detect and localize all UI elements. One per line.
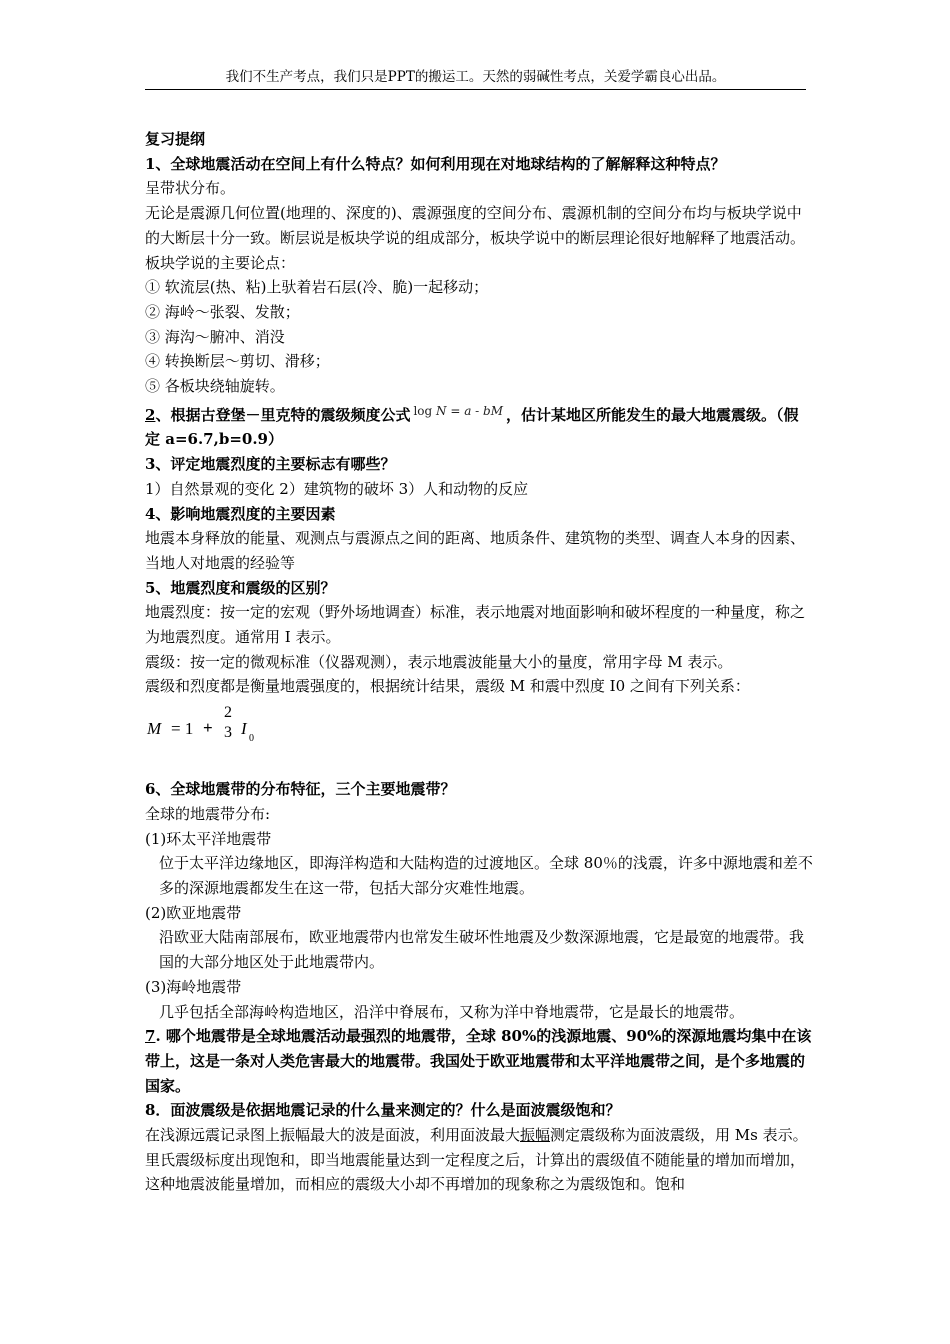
q2-text-before: 、根据古登堡－里克特的震级频度公式 xyxy=(155,405,411,424)
q2-number: 2 xyxy=(145,405,156,424)
q1-answer-paragraph: 无论是震源几何位置(地理的、深度的)、震源强度的空间分布、震源机制的空间分布均与板块学说中的大断层十分一致。断层说是板块学说的组成部分，板块学说中的断层理论很好地解释了地震活动。板块学说的主要论点： xyxy=(145,204,806,272)
belt-3-desc: 几乎包括全部海岭构造地区，沿洋中脊展布，又称为洋中脊地震带，它是最长的地震带。 xyxy=(159,1002,745,1021)
q1-point-4: ④ 转换断层～剪切、滑移； xyxy=(145,352,330,371)
formula-var: I xyxy=(241,719,247,739)
belt-2-desc: 沿欧亚大陆南部展布，欧亚地震带内也常发生破坏性地震及少数深源地震，它是最宽的地震带。我国的大部分地区处于此地震带内。 xyxy=(159,928,805,972)
q3-answer: 1）自然景观的变化 2）建筑物的破坏 3）人和动物的反应 xyxy=(145,479,529,498)
q7-number: 7 xyxy=(145,1027,156,1046)
magnitude-intensity-formula xyxy=(145,703,813,755)
q1-question: 1、全球地震活动在空间上有什么特点？如何利用现在对地球结构的了解解释这种特点？ xyxy=(145,154,726,173)
belt-3-name: (3)海岭地震带 xyxy=(145,977,242,996)
belt-1-desc: 位于太平洋边缘地区，即海洋构造和大陆构造的过渡地区。全球 80％的浅震，许多中源地震和差不多的深源地震都发生在这一带，包括大部分灾难性地震。 xyxy=(159,854,813,897)
q5-answer-intensity: 地震烈度：按一定的宏观（野外场地调查）标准，表示地震对地面影响和破坏程度的一种量度，称之为地震烈度。通常用 I 表示。 xyxy=(145,603,806,647)
header-divider xyxy=(145,89,806,90)
q8-question: 8．面波震级是依据地震记录的什么量来测定的？什么是面波震级饱和？ xyxy=(145,1101,621,1120)
doc-title: 复习提纲 xyxy=(145,130,206,148)
q3-question: 3、评定地震烈度的主要标志有哪些？ xyxy=(145,455,396,474)
q1-point-2: ② 海岭～张裂、发散； xyxy=(145,302,300,321)
q5-answer-relation: 震级和烈度都是衡量地震强度的，根据统计结果，震级 M 和震中烈度 I0 之间有下列关系： xyxy=(145,677,750,696)
q1-point-1: ① 软流层(热、粘)上驮着岩石层(冷、脆)一起移动； xyxy=(145,278,489,297)
q8-answer-2: 里氏震级标度出现饱和，即当地震能量达到一定程度之后，计算出的震级值不随能量的增加而增加，这种地震波能量增加，而相应的震级大小却不再增加的现象称之为震级饱和。饱和 xyxy=(145,1150,806,1194)
q2-text-after: ，估计某地区所能发生的最大地震震级。（假定 a=6.7,b=0.9） xyxy=(145,405,799,449)
q8-answer-1 xyxy=(145,1123,813,1148)
q8-answer-underlined: 振幅 xyxy=(520,1126,551,1145)
formula-eq: = 1 xyxy=(171,719,194,739)
formula-fraction xyxy=(221,703,235,743)
document-body xyxy=(145,127,813,1197)
formula-sub: 0 xyxy=(249,733,254,745)
formula-plus: + xyxy=(203,718,213,738)
q4-answer: 地震本身释放的能量、观测点与震源点之间的距离、地质条件、建筑物的类型、调查人本身的因素、当地人对地震的经验等 xyxy=(145,529,806,572)
q8-answer-1a: 在浅源远震记录图上振幅最大的波是面波，利用面波最大 xyxy=(145,1126,521,1145)
fraction-denominator: 3 xyxy=(224,724,232,742)
q7-question xyxy=(145,1024,813,1098)
formula-log: log xyxy=(413,403,433,418)
formula-lhs: M xyxy=(147,719,162,739)
frequency-formula xyxy=(410,404,506,418)
page-header: 我们不生产考点，我们只是PPT的搬运工。天然的弱碱性考点，关爱学霸良心出品。 xyxy=(225,69,726,85)
fraction-numerator: 2 xyxy=(224,704,232,722)
q5-question: 5、地震烈度和震级的区别？ xyxy=(145,578,336,597)
belt-2-name: (2)欧亚地震带 xyxy=(145,903,242,922)
q5-answer-magnitude: 震级：按一定的微观标准（仪器观测），表示地震波能量大小的量度，常用字母 M 表示。 xyxy=(145,652,733,671)
q6-question: 6、全球地震带的分布特征，三个主要地震带？ xyxy=(145,780,456,799)
belt-1-name: (1)环太平洋地震带 xyxy=(145,829,272,848)
spacer xyxy=(145,765,813,777)
q1-point-3: ③ 海沟～腑冲、消没 xyxy=(145,327,285,346)
q6-intro: 全球的地震带分布: xyxy=(145,804,271,823)
q7-text: . 哪个地震带是全球地震活动最强烈的地震带，全球 80%的浅源地震、90%的深源地震均集中在该带上，这是一条对人类危害最大的地震带。我国处于欧亚地震带和太平洋地震带之间，是个多地震的国家。 xyxy=(145,1027,812,1095)
q2-question xyxy=(145,399,813,452)
q4-question: 4、影响地震烈度的主要因素 xyxy=(145,504,336,523)
q1-point-5: ⑤ 各板块绕轴旋转。 xyxy=(145,377,285,396)
formula-expression: N = a - bM xyxy=(436,403,504,418)
q1-answer-line1: 呈带状分布。 xyxy=(145,179,236,198)
q8-answer-1b: 测定震级称为面波震级，用 Ms 表示。 xyxy=(550,1126,808,1145)
